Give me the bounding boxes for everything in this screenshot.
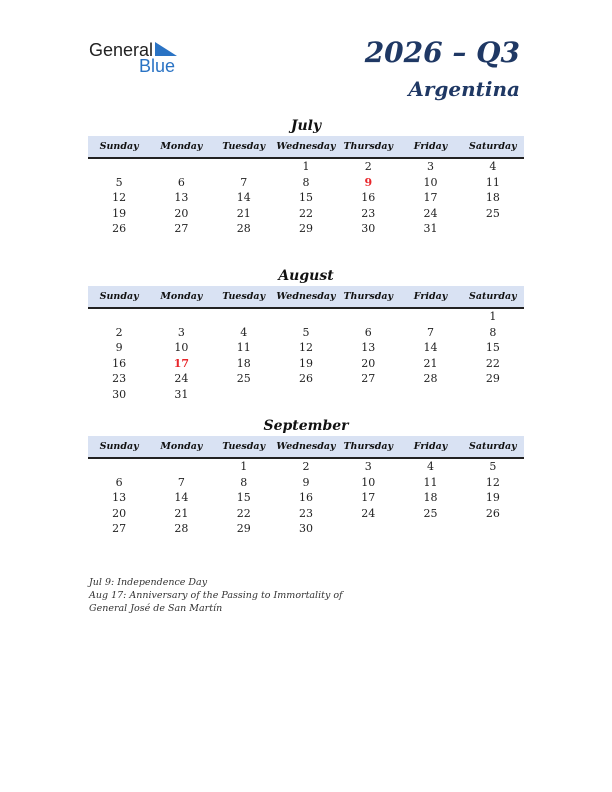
week-row	[88, 490, 524, 506]
day-cell: 13	[112, 491, 127, 505]
day-cell: 11	[236, 341, 251, 355]
week-row	[88, 387, 524, 403]
month-september	[88, 417, 524, 537]
weekday-label: Wednesday	[276, 141, 336, 152]
logo-word-general: General	[89, 40, 154, 60]
week-row	[88, 325, 524, 341]
day-cell: 2	[115, 325, 123, 339]
day-cell: 9	[115, 341, 123, 355]
weekday-label: Saturday	[469, 441, 517, 452]
day-cell: 8	[240, 475, 248, 489]
day-cell: 16	[361, 191, 376, 205]
day-cell: 4	[240, 325, 248, 339]
weekday-label: Sunday	[99, 441, 139, 452]
weekday-label: Monday	[160, 291, 203, 302]
day-cell: 9	[364, 175, 373, 189]
day-cell: 1	[489, 310, 497, 324]
week-row	[88, 309, 524, 325]
holiday-note: General José de San Martín	[89, 603, 223, 614]
weekday-label: Friday	[413, 141, 448, 152]
holiday-note: Jul 9: Independence Day	[89, 577, 208, 588]
week-row	[88, 356, 524, 372]
weekday-label: Friday	[413, 291, 448, 302]
day-cell: 30	[112, 387, 127, 401]
day-cell: 26	[485, 506, 500, 520]
day-cell: 10	[423, 175, 438, 189]
day-cell: 17	[423, 191, 438, 205]
day-cell: 30	[298, 522, 313, 536]
day-cell: 19	[298, 356, 313, 370]
day-cell: 27	[361, 372, 376, 386]
day-cell: 8	[302, 175, 310, 189]
day-cell: 13	[174, 191, 189, 205]
country-title: Argentina	[408, 77, 520, 101]
day-cell: 13	[361, 341, 376, 355]
month-august	[88, 267, 524, 402]
day-cell: 21	[174, 506, 189, 520]
month-name: September	[263, 418, 349, 434]
day-cell: 15	[236, 491, 251, 505]
weekday-label: Thursday	[343, 291, 394, 302]
day-cell: 26	[298, 372, 313, 386]
day-cell: 3	[177, 325, 185, 339]
day-cell: 5	[489, 460, 497, 474]
weekday-label: Saturday	[469, 141, 517, 152]
month-name: July	[290, 118, 322, 134]
day-cell: 18	[485, 191, 500, 205]
day-cell: 2	[364, 160, 372, 174]
week-row	[88, 475, 524, 491]
week-row	[88, 175, 524, 191]
day-cell: 23	[298, 506, 313, 520]
day-cell: 3	[427, 160, 435, 174]
week-row	[88, 190, 524, 206]
day-cell: 24	[423, 206, 438, 220]
month-name: August	[278, 268, 334, 284]
weekday-label: Tuesday	[222, 291, 266, 302]
day-cell: 4	[489, 160, 497, 174]
day-cell: 20	[361, 356, 376, 370]
day-cell: 29	[298, 222, 313, 236]
page-title: 2026 – Q3	[364, 36, 520, 69]
day-cell: 17	[173, 356, 190, 370]
day-cell: 4	[427, 460, 435, 474]
weekday-label: Wednesday	[276, 441, 336, 452]
logo-triangle-icon	[155, 42, 177, 56]
day-cell: 6	[115, 475, 123, 489]
weekday-label: Monday	[160, 141, 203, 152]
day-cell: 14	[423, 341, 438, 355]
logo-word-blue: Blue	[139, 56, 176, 76]
day-cell: 7	[177, 475, 185, 489]
day-cell: 21	[236, 206, 251, 220]
day-cell: 16	[298, 491, 313, 505]
day-cell: 14	[236, 191, 251, 205]
day-cell: 9	[302, 475, 310, 489]
weekday-label: Thursday	[343, 441, 394, 452]
week-row	[88, 371, 524, 387]
day-cell: 16	[112, 356, 127, 370]
day-cell: 12	[112, 191, 127, 205]
day-cell: 5	[115, 175, 123, 189]
day-cell: 25	[236, 372, 251, 386]
day-cell: 19	[485, 491, 500, 505]
day-cell: 29	[236, 522, 251, 536]
day-cell: 25	[485, 206, 500, 220]
week-row	[88, 459, 524, 475]
day-cell: 2	[302, 460, 310, 474]
weekday-header	[88, 286, 524, 309]
day-cell: 15	[298, 191, 313, 205]
weekday-label: Saturday	[469, 291, 517, 302]
weekday-label: Friday	[413, 441, 448, 452]
day-cell: 10	[174, 341, 189, 355]
weekday-label: Wednesday	[276, 291, 336, 302]
day-cell: 20	[112, 506, 127, 520]
day-cell: 28	[423, 372, 438, 386]
week-row	[88, 206, 524, 222]
logo	[89, 38, 184, 78]
weekday-header	[88, 136, 524, 159]
day-cell: 24	[361, 506, 376, 520]
day-cell: 1	[302, 160, 310, 174]
week-row	[88, 340, 524, 356]
week-row	[88, 221, 524, 237]
day-cell: 6	[177, 175, 185, 189]
day-cell: 10	[361, 475, 376, 489]
weekday-label: Sunday	[99, 141, 139, 152]
day-cell: 11	[485, 175, 500, 189]
day-cell: 31	[174, 387, 189, 401]
day-cell: 20	[174, 206, 189, 220]
week-row	[88, 521, 524, 537]
holiday-notes	[89, 576, 343, 615]
day-cell: 15	[485, 341, 500, 355]
day-cell: 28	[236, 222, 251, 236]
day-cell: 26	[112, 222, 127, 236]
day-cell: 27	[174, 222, 189, 236]
day-cell: 7	[427, 325, 435, 339]
day-cell: 31	[423, 222, 438, 236]
day-cell: 18	[236, 356, 251, 370]
weekday-label: Tuesday	[222, 141, 266, 152]
day-cell: 29	[485, 372, 500, 386]
day-cell: 8	[489, 325, 497, 339]
day-cell: 22	[485, 356, 500, 370]
day-cell: 5	[302, 325, 310, 339]
day-cell: 18	[423, 491, 438, 505]
month-july	[88, 117, 524, 237]
day-cell: 25	[423, 506, 438, 520]
day-cell: 12	[298, 341, 313, 355]
weekday-label: Sunday	[99, 291, 139, 302]
day-cell: 6	[364, 325, 372, 339]
weekday-label: Monday	[160, 441, 203, 452]
day-cell: 3	[364, 460, 372, 474]
day-cell: 14	[174, 491, 189, 505]
day-cell: 30	[361, 222, 376, 236]
day-cell: 12	[485, 475, 500, 489]
day-cell: 19	[112, 206, 127, 220]
day-cell: 22	[298, 206, 313, 220]
week-row	[88, 506, 524, 522]
day-cell: 23	[361, 206, 376, 220]
day-cell: 11	[423, 475, 438, 489]
day-cell: 21	[423, 356, 438, 370]
day-cell: 7	[240, 175, 248, 189]
holiday-note: Aug 17: Anniversary of the Passing to Immortality of	[89, 590, 343, 601]
day-cell: 28	[174, 522, 189, 536]
week-row	[88, 159, 524, 175]
weekday-header	[88, 436, 524, 459]
day-cell: 27	[112, 522, 127, 536]
day-cell: 1	[240, 460, 248, 474]
day-cell: 23	[112, 372, 127, 386]
weekday-label: Tuesday	[222, 441, 266, 452]
day-cell: 24	[174, 372, 189, 386]
day-cell: 17	[361, 491, 376, 505]
day-cell: 22	[236, 506, 251, 520]
weekday-label: Thursday	[343, 141, 394, 152]
